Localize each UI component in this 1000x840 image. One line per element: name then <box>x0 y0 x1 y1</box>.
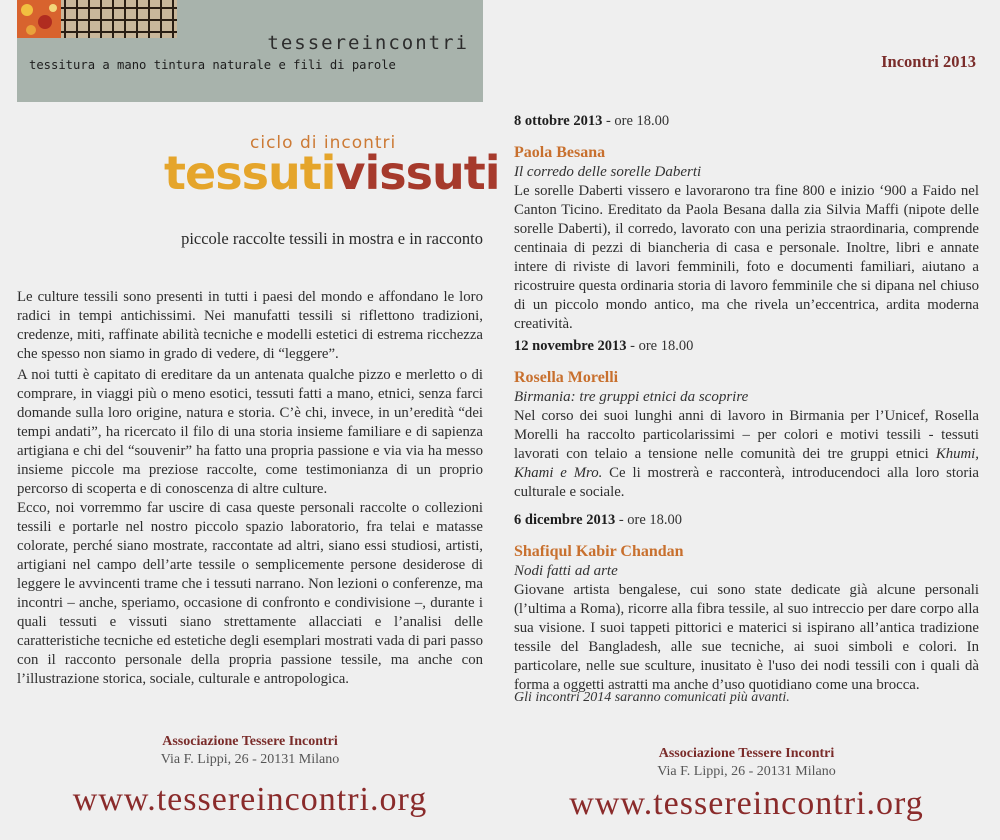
event-date-line <box>514 511 979 530</box>
event-date: 8 ottobre 2013 <box>514 113 603 129</box>
intro-paragraph-2: A noi tutti è capitato di ereditare da un antenata qualche pizzo e merletto o di comprare, in viaggi più o meno esotici, tessuti fatti a mano, etnici, senza farci domande sulla loro origine, natura e storia. C’è chi, invece, in un’eredità “dei tempi andati”, ha ricercato il filo di una storia insieme familiare e di sapienza artigiana e chi del “souvenir” ha fatto una propria passione e via via ha messo insieme piccole ma preziose raccolte, come testimonianza di un proprio percorso di scoperta e di conoscenza di altre culture. <box>17 367 483 497</box>
event-description: Giovane artista bengalese, cui sono state dedicate già alcune personali (l’ultima a Roma), ricorre alla fibra tessile, al suo intreccio per dare corpo alla sua visione. I suoi tappeti pittorici e materici si ispirano all’antica tradizione tessile del Bangladesh, alle sue tecniche, ai suoi simboli e colori. In particolare, nelle sue sculture, inusitato è l'uso dei nodi tessili con i quali dà forma a oggetti astratti ma anche d’uso quotidiano come una brocca. <box>514 582 979 693</box>
event-speaker: Paola Besana <box>514 144 606 161</box>
footer-address: Via F. Lippi, 26 - 20131 Milano <box>160 752 340 767</box>
event-time: - ore 18.00 <box>602 113 670 129</box>
next-year-note: Gli incontri 2014 saranno comunicati più avanti. <box>514 690 790 705</box>
footer-right <box>514 745 979 823</box>
header-banner <box>17 0 483 102</box>
footer-address: Via F. Lippi, 26 - 20131 Milano <box>657 764 836 779</box>
event-date-line <box>514 112 979 131</box>
footer-website-link[interactable]: www.tessereincontri.org <box>72 781 428 818</box>
series-label: ciclo di incontri <box>250 133 397 153</box>
event-time: - ore 18.00 <box>615 512 683 528</box>
ethnic-groups: Khumi, Khami e Mro. <box>514 446 979 481</box>
event-title: Il corredo delle sorelle Daberti <box>514 164 702 180</box>
event-speaker: Rosella Morelli <box>514 369 619 386</box>
brand-title: tessereincontri <box>267 32 469 54</box>
event-3 <box>514 511 979 695</box>
logo-word-tessuti: tessuti <box>164 146 336 200</box>
event-1 <box>514 112 979 334</box>
intro-paragraph-3: Ecco, noi vorremmo far uscire di casa queste personali raccolte o collezioni tessili e portarle nel nostro piccolo spazio laboratorio, fra telai e matasse colorate, perché siano mostrate, raccontate ad altri, siano essi studiosi, artisti, artigiani nel campo dell’arte tessile o semplicemente persone desiderose di leggere le avvincenti trame che i tessuti narrano. Non lezioni o conferenze, ma incontri – anche, speriamo, occasione di confronto e condivisione –, durante i quali tessuti e vissuti siano strettamente allacciati e l’analisi delle caratteristiche tecniche ed estetiche degli esemplari mostrati vada di pari passo con il racconto personale della propria passione tessile, ma anche con l’illustrazione storica, sociale, culturale e antropologica. <box>17 500 483 687</box>
event-speaker: Shafiqul Kabir Chandan <box>514 543 684 560</box>
event-description-text: Ce li mostrerà e racconterà, introducendoci alla loro storia culturale e sociale. <box>514 465 980 500</box>
event-2 <box>514 337 979 502</box>
intro-paragraph-1: Le culture tessili sono presenti in tutti i paesi del mondo e affondano le loro radici in tempi antichissimi. Nei manufatti tessili si riflettono tradizioni, credenze, miti, raffinate abilità tecniche e modelli estetici di estrema ricchezza che spesso non siamo in grado di vedere, di “leggere”. <box>17 289 483 362</box>
event-description: Le sorelle Daberti vissero e lavorarono tra fine 800 e inizio ‘900 a Faido nel Canton Ticino. Ereditato da Paola Besana dalla zia Silvia Maffi (nipote delle sorelle Daberti), il corredo, lavorato con una perizia straordinaria, comprende centinaia di pezzi di biancheria di casa e personale. Inoltre, libri e annate intere di riviste di lavori femminili, foto e documenti familiari, aiutano a ricostruire questa ordinaria storia di lavoro femminile che si dipana nel chiuso di un piccolo mondo antico, ma che rivela un’eccentrica, ardita moderna creatività. <box>514 183 979 332</box>
event-date-line <box>514 337 979 356</box>
event-description <box>514 407 979 502</box>
series-logo <box>164 146 500 200</box>
tagline: piccole raccolte tessili in mostra e in racconto <box>181 229 483 248</box>
logo-word-vissuti: vissuti <box>335 146 500 200</box>
event-title: Birmania: tre gruppi etnici da scoprire <box>514 389 749 405</box>
footer-org: Associazione Tessere Incontri <box>658 746 835 761</box>
event-date: 6 dicembre 2013 <box>514 512 616 528</box>
textile-pattern-image <box>17 0 177 38</box>
brand-subtitle: tessitura a mano tintura naturale e fili di parole <box>29 58 396 72</box>
event-title: Nodi fatti ad arte <box>514 563 618 579</box>
event-time: - ore 18.00 <box>626 338 694 354</box>
event-date: 12 novembre 2013 <box>514 338 627 354</box>
edition-title: Incontri 2013 <box>881 52 976 71</box>
footer-website-link[interactable]: www.tessereincontri.org <box>569 785 924 822</box>
footer-org: Associazione Tessere Incontri <box>162 734 338 749</box>
event-description-text: Nel corso dei suoi lunghi anni di lavoro in Birmania per l’Unicef, Rosella Morelli ha raccolto particolarissimi – per colori e motivi tessili - tessuti lavorati con telaio a tensione nelle comunità dei tre gruppi etnici <box>514 408 979 462</box>
footer-left <box>17 733 483 819</box>
